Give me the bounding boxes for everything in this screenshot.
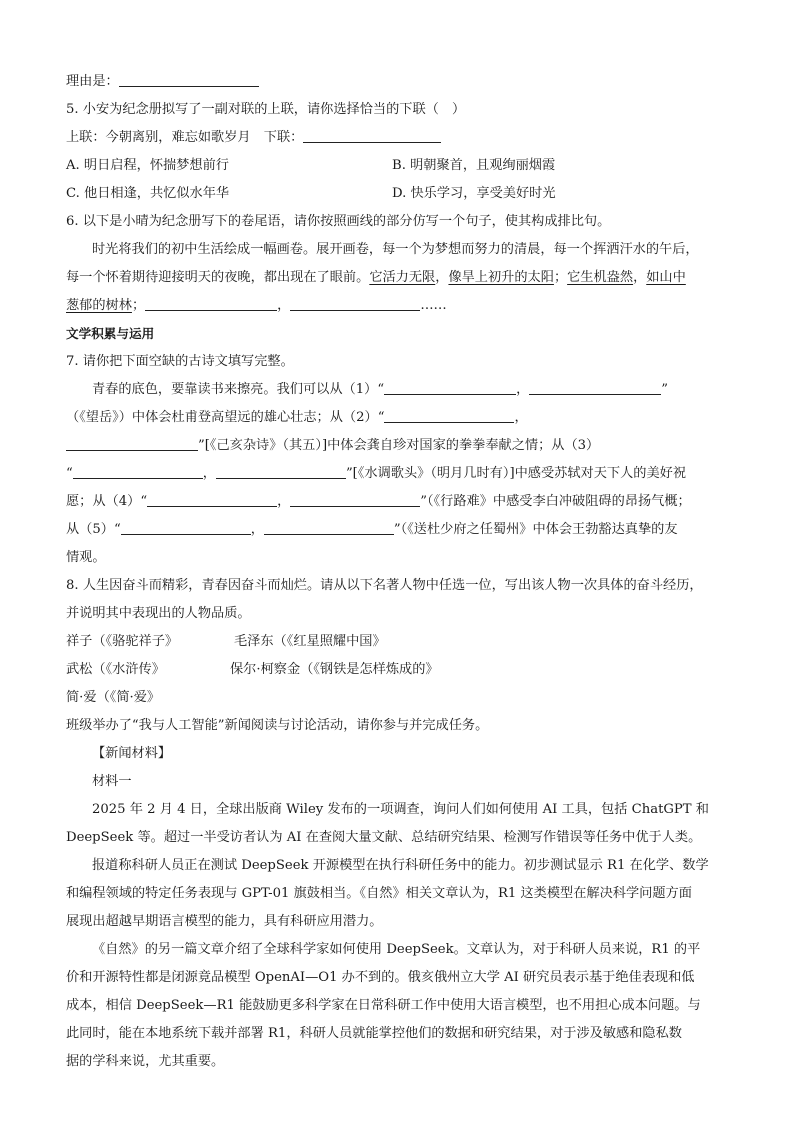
- q7-line-4: [66, 460, 686, 488]
- q6-underlined-1: 它活力无限: [369, 270, 436, 285]
- q7-blank-5[interactable]: [73, 462, 203, 479]
- q5-options-row-1: [66, 152, 728, 180]
- q5-option-b[interactable]: B. 明朝聚首，且观绚丽烟霞: [392, 158, 556, 173]
- q5-option-d[interactable]: D. 快乐学习，享受美好时光: [392, 186, 556, 201]
- q6-blank-2[interactable]: [290, 294, 420, 311]
- q6-comma-3: ，: [277, 298, 291, 313]
- q6-underlined-2: 像旱上初升的太阳: [448, 270, 554, 285]
- q7-open-quote: “: [66, 466, 73, 481]
- section-title: 文学积累与运用: [66, 326, 155, 341]
- q7-comma-5: ，: [250, 522, 264, 537]
- q8-question-line-1: 8. 人生因奋斗而精彩，青春因奋斗而灿烂。请从以下名著人物中任选一位，写出该人物一次具体的奋斗经历，: [66, 578, 703, 593]
- material-line-6: 《自然》的另一篇文章介绍了全球科学家如何使用 DeepSeek。文章认为，对于科研人员来说，R1 的平: [92, 942, 701, 957]
- q5-upper-line: 上联：今朝离别，难忘如歌岁月 下联：: [66, 130, 304, 145]
- q7-text-4: ”[《水调歌头》（明月几时有）]中感受苏轼对天下人的美好祝: [345, 466, 687, 481]
- material-line-7: 价和开源特性都是闭源竟品模型 OpenAI—O1 办不到的。俄亥俄州立大学 AI 研究员表示基于绝佳表现和低: [66, 970, 695, 985]
- q7-text-8: ”（《送杜少府之任蜀州》中体会王勃豁达真挚的友: [393, 522, 678, 537]
- q7-blank-6[interactable]: [216, 462, 346, 479]
- material-line-5: 展现出超越早期语言模型的能力，具有科研应用潜力。: [66, 914, 383, 929]
- q7-comma-1: ，: [516, 382, 530, 397]
- q8-question-line-2: 并说明其中表现出的人物品质。: [66, 606, 251, 621]
- activity-intro: 班级举办了“我与人工智能”新闻阅读与讨论活动，请你参与并完成任务。: [66, 718, 489, 733]
- q7-line-6: [66, 516, 678, 544]
- q7-blank-7[interactable]: [147, 490, 277, 507]
- q7-question: 7. 请你把下面空缺的古诗文填写完整。: [66, 354, 294, 369]
- q5-lower-blank[interactable]: [303, 126, 441, 143]
- q7-blank-3[interactable]: [384, 406, 514, 423]
- q6-paragraph-2: [66, 264, 686, 292]
- q6-paragraph-1: 时光将我们的初中生活绘成一幅画卷。展开画卷，每一个为梦想而努力的清晨，每一个挥洒汗水的午后，: [92, 242, 699, 257]
- material-line-2: DeepSeek 等。超过一半受访者认为 AI 在查阅大量文献、总结研究结果、检测写作错误等任务中优于人类。: [66, 830, 702, 845]
- q6-ellipsis: ……: [420, 298, 447, 313]
- q7-line-2: [66, 404, 528, 432]
- q5-options-row-2: [66, 180, 728, 208]
- q7-line-3: [66, 432, 599, 460]
- q7-blank-10[interactable]: [264, 518, 394, 535]
- q6-underlined-4: 如山中: [646, 270, 686, 285]
- q8-character-paul[interactable]: 保尔·柯察金（《钢铁是怎样炼成的》: [230, 662, 439, 677]
- q7-quote-1: ”: [661, 382, 669, 397]
- q6-semicolon-2: ；: [131, 298, 146, 313]
- q6-question: 6. 以下是小晴为纪念册写下的卷尾语，请你按照画线的部分仿写一个句子，使其构成排比句。: [66, 214, 611, 229]
- q7-text-2: （《望岳》）中体会杜甫登高望远的雄心壮志；从（2）“: [66, 410, 385, 425]
- q7-comma-4: ，: [277, 494, 291, 509]
- q6-text: 每一个怀着期待迎接明天的夜晚，都出现在了眼前。: [66, 270, 370, 285]
- q7-blank-9[interactable]: [121, 518, 251, 535]
- reason-blank[interactable]: [119, 70, 259, 87]
- q8-character-xiangzi[interactable]: 祥子（《骆驼祥子》: [66, 634, 179, 649]
- material-line-10: 据的学科来说，尤其重要。: [66, 1054, 225, 1069]
- material-line-8: 成本，相信 DeepSeek—R1 能鼓励更多科学家在日常科研工作中使用大语言模型，也不用担心成本问题。与: [66, 998, 701, 1013]
- material-label: 材料一: [92, 774, 132, 789]
- q7-comma-3: ，: [202, 466, 216, 481]
- q8-characters-row-2: [66, 656, 728, 684]
- q5-option-a[interactable]: A. 明日启程，怀揣梦想前行: [66, 158, 229, 173]
- q8-character-wusong[interactable]: 武松（《水浒传》: [66, 662, 165, 677]
- material-line-3: 报道称科研人员正在测试 DeepSeek 开源模型在执行科研任务中的能力。初步测试显示 R1 在化学、数学: [92, 858, 709, 873]
- q6-comma-2: ，: [633, 270, 647, 285]
- reason-line: [66, 68, 259, 96]
- reason-label: 理由是：: [66, 74, 119, 89]
- material-line-4: 和编程领域的特定任务表现与 GPT-01 旗鼓相当。《自然》相关文章认为，R1 这类模型在解决科学问题方面: [66, 886, 692, 901]
- q7-line-5: [66, 488, 691, 516]
- q7-blank-1[interactable]: [384, 378, 516, 395]
- news-heading: 【新闻材料】: [92, 746, 172, 761]
- q6-comma-1: ，: [435, 270, 449, 285]
- q8-characters-row-1: [66, 628, 728, 656]
- q7-comma-2: ，: [514, 410, 528, 425]
- q8-character-mao[interactable]: 毛泽东（《红星照耀中国》: [234, 634, 386, 649]
- q5-question: 5. 小安为纪念册拟写了一副对联的上联，请你选择恰当的下联（ ）: [66, 102, 466, 117]
- q7-text-7: 从（5）“: [66, 522, 121, 537]
- q5-option-c[interactable]: C. 他日相逢，共忆似水年华: [66, 186, 230, 201]
- q6-paragraph-3: [66, 292, 447, 320]
- q6-underlined-3: 它生机盎然: [567, 270, 634, 285]
- q7-text-5: 愿；从（4）“: [66, 494, 148, 509]
- q7-line-7: 情观。: [66, 550, 106, 565]
- q6-underlined-5: 葱郁的树林: [66, 298, 132, 313]
- q6-semicolon-1: ；: [553, 270, 568, 285]
- material-line-9: 此同时，能在本地系统下载并部署 R1，科研人员就能掌控他们的数据和研究结果，对于涉及敏感和隐私数: [66, 1026, 682, 1041]
- q5-couplet: [66, 124, 441, 152]
- q7-line-1: [92, 376, 668, 404]
- q7-blank-2[interactable]: [529, 378, 661, 395]
- material-line-1: 2025 年 2 月 4 日，全球出版商 Wiley 发布的一项调查，询问人们如何使用 AI 工具，包括 ChatGPT 和: [92, 802, 709, 817]
- q8-character-jane[interactable]: 简·爱（《简·爱》: [66, 690, 161, 705]
- q7-blank-8[interactable]: [290, 490, 420, 507]
- q7-text-1: 青春的底色，要靠读书来擦亮。我们可以从（1）“: [92, 382, 385, 397]
- q7-text-6: ”（《行路难》中感受李白冲破阻碍的昂扬气概；: [420, 494, 691, 509]
- q6-blank-1[interactable]: [145, 294, 277, 311]
- q7-blank-4[interactable]: [66, 434, 198, 451]
- q7-text-3: ”[《己亥杂诗》（其五）]中体会龚自珍对国家的拳拳奉献之情；从（3）: [198, 438, 600, 453]
